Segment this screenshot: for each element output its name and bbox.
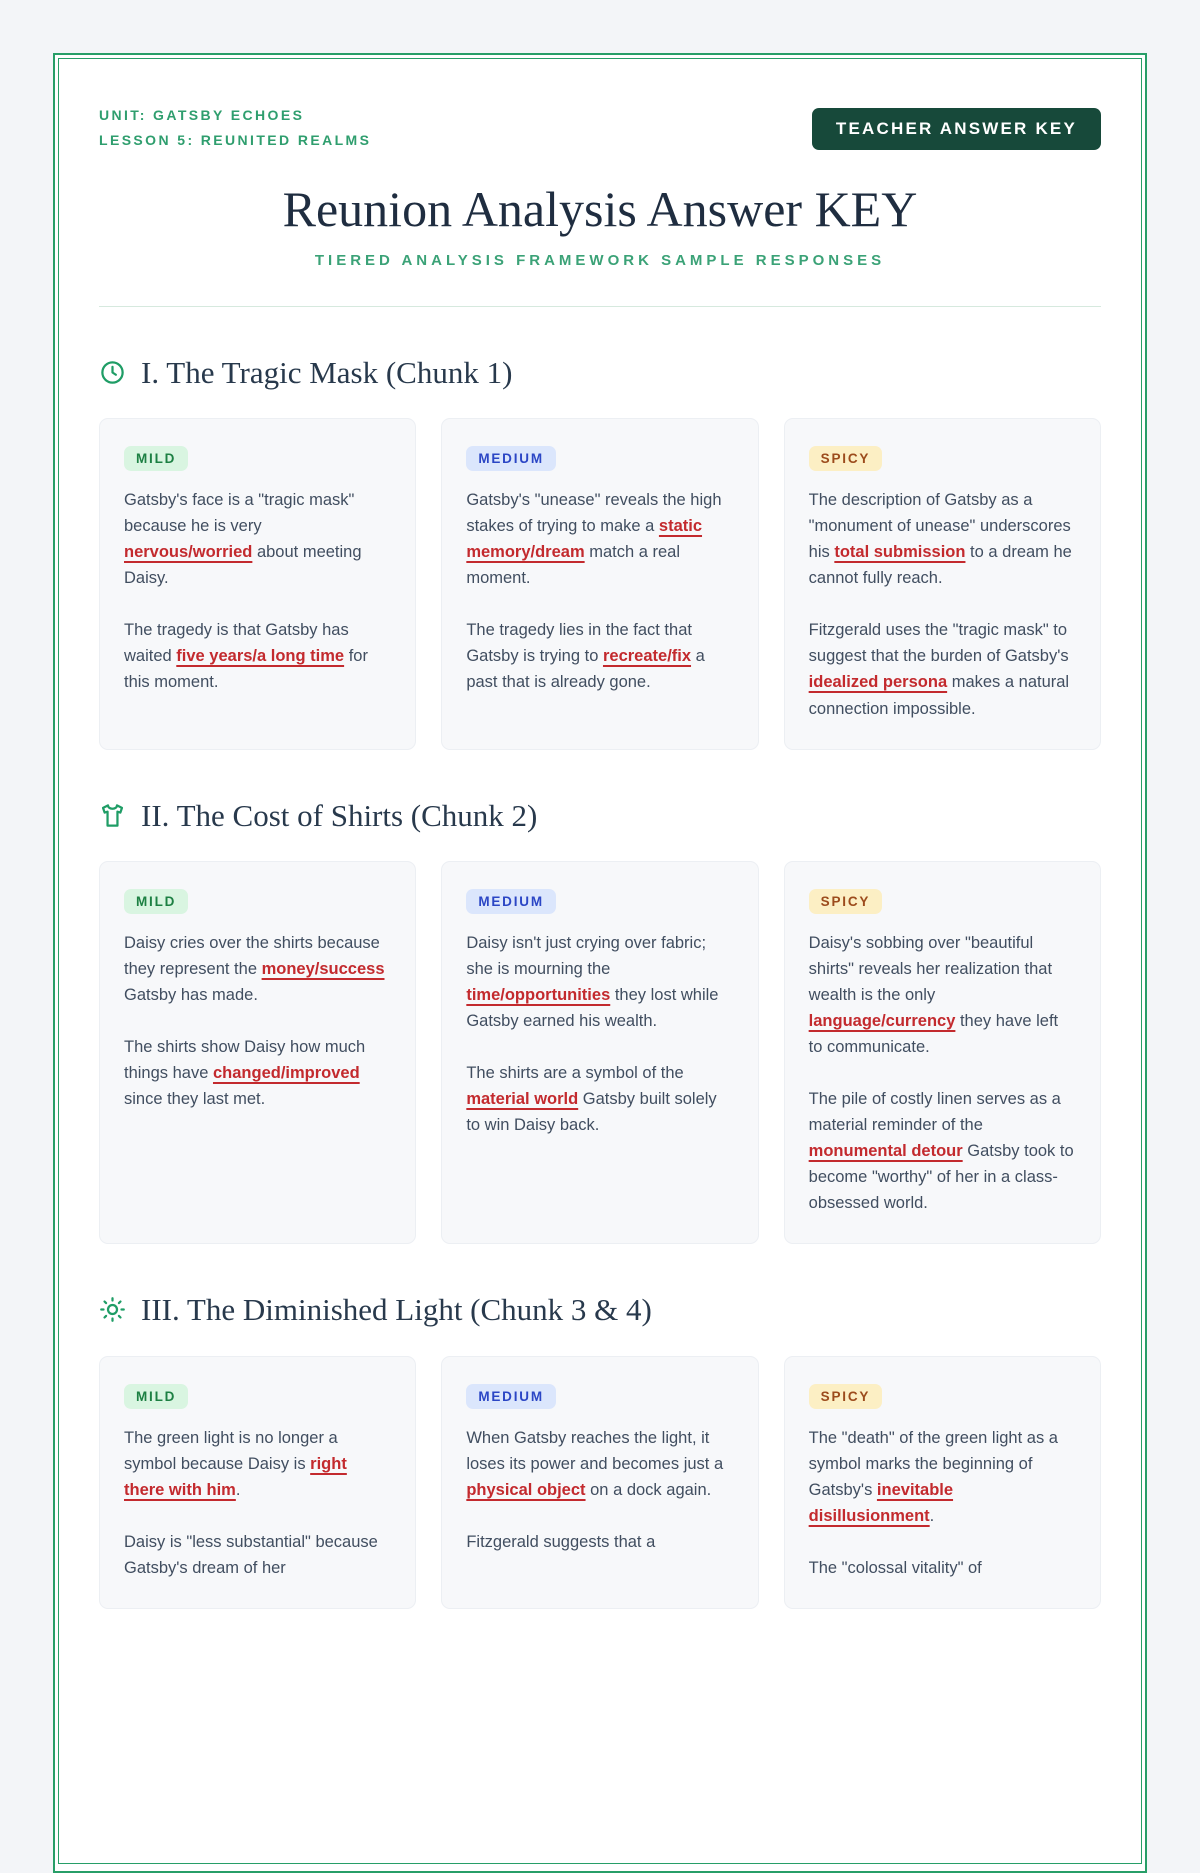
answer-fill: static memory/dream	[466, 517, 703, 562]
answer-text: Fitzgerald suggests that a	[466, 1532, 656, 1551]
answer-text: Gatsby has made.	[124, 985, 258, 1004]
answer-fill: right there with him	[124, 1454, 347, 1499]
answer-fill: five years/a long time	[176, 647, 345, 666]
answer-text: Daisy is "less substantial" because Gatsby's dream of her	[124, 1532, 378, 1577]
section	[99, 354, 1101, 750]
answer-text: a past that is already gone.	[466, 647, 705, 692]
answer-paragraph	[809, 1425, 1076, 1529]
answer-text: The "colossal vitality" of	[808, 1558, 982, 1577]
answer-text: they lost while Gatsby earned his wealth.	[466, 985, 719, 1030]
lesson-label: LESSON 5: REUNITED REALMS	[99, 132, 372, 149]
doc-header	[99, 103, 1101, 153]
tier-badge-mild: MILD	[124, 446, 188, 471]
answer-paragraph	[466, 487, 733, 591]
answer-fill: material world	[466, 1090, 579, 1109]
answer-text: Gatsby built solely to win Daisy back.	[466, 1090, 717, 1135]
answer-paragraph	[809, 930, 1076, 1060]
answer-text: The green light is no longer a symbol because Daisy is	[124, 1428, 338, 1473]
answer-fill: monumental detour	[808, 1142, 963, 1161]
sheet-inner-frame	[58, 58, 1142, 1864]
answer-paragraph	[466, 1060, 733, 1138]
shirt-icon	[99, 802, 126, 829]
answer-text: The description of Gatsby as a "monument of unease" underscores his	[808, 491, 1071, 562]
answer-paragraph	[466, 930, 733, 1034]
answer-paragraph	[124, 1034, 391, 1112]
answer-text: The "death" of the green light as a symbol marks the beginning of Gatsby's	[808, 1428, 1058, 1499]
tier-badge-mild: MILD	[124, 889, 188, 914]
answer-text: The pile of costly linen serves as a material reminder of the	[808, 1090, 1061, 1135]
answer-text: Daisy isn't just crying over fabric; she is mourning the	[466, 933, 707, 978]
teacher-answer-key-badge: TEACHER ANSWER KEY	[812, 108, 1101, 150]
answer-text: The shirts are a symbol of the	[466, 1064, 684, 1082]
answer-text: .	[929, 1506, 935, 1525]
answer-text: Daisy's sobbing over "beautiful shirts" reveals her realization that wealth is the only	[808, 933, 1053, 1004]
page-title: Reunion Analysis Answer KEY	[282, 181, 918, 238]
answer-paragraph	[809, 1555, 1076, 1581]
answer-paragraph	[809, 1086, 1076, 1216]
tier-card-spicy	[784, 1356, 1101, 1609]
answer-text: on a dock again.	[585, 1480, 712, 1499]
answer-key-sheet	[53, 53, 1147, 1873]
unit-lesson-block	[99, 103, 371, 153]
answer-fill: physical object	[466, 1480, 586, 1499]
answer-paragraph	[466, 1425, 733, 1503]
answer-fill: nervous/worried	[124, 543, 253, 562]
tier-card-spicy	[784, 861, 1101, 1245]
card-row	[99, 418, 1101, 750]
answer-text: Gatsby took to become "worthy" of her in a class-obsessed world.	[808, 1142, 1074, 1213]
card-row	[99, 1356, 1101, 1609]
answer-fill: idealized persona	[808, 673, 948, 692]
section-heading: II. The Cost of Shirts (Chunk 2)	[141, 797, 538, 833]
answer-text: The shirts show Daisy how much things have	[124, 1037, 366, 1082]
sections	[99, 354, 1101, 1609]
answer-paragraph	[124, 930, 391, 1008]
answer-fill: time/opportunities	[466, 985, 611, 1004]
section-heading: I. The Tragic Mask (Chunk 1)	[141, 354, 513, 390]
answer-fill: total submission	[834, 543, 966, 562]
answer-text: about meeting Daisy.	[124, 543, 362, 588]
answer-fill: recreate/fix	[602, 647, 692, 666]
tier-badge-mild: MILD	[124, 1384, 188, 1409]
tier-card-spicy	[784, 418, 1101, 750]
unit-label: UNIT: GATSBY ECHOES	[99, 107, 305, 123]
answer-fill: inevitable disillusionment	[808, 1480, 954, 1525]
tier-badge-spicy: SPICY	[809, 1384, 883, 1409]
section-heading: III. The Diminished Light (Chunk 3 & 4)	[141, 1292, 652, 1328]
section-head	[99, 1291, 1101, 1328]
answer-paragraph	[466, 617, 733, 695]
answer-text: The tragedy is that Gatsby has waited	[124, 621, 349, 666]
answer-paragraph	[124, 617, 391, 695]
answer-paragraph	[809, 617, 1076, 721]
tier-card-medium	[441, 418, 758, 750]
answer-paragraph	[809, 487, 1076, 591]
header-divider	[99, 306, 1101, 307]
answer-text: Gatsby's face is a "tragic mask" because he is very	[124, 491, 355, 536]
section	[99, 797, 1101, 1245]
answer-paragraph	[466, 1529, 733, 1555]
answer-text: since they last met.	[124, 1090, 266, 1109]
answer-text: makes a natural connection impossible.	[808, 673, 1070, 718]
answer-text: Fitzgerald uses the "tragic mask" to suggest that the burden of Gatsby's	[808, 621, 1069, 666]
tier-badge-spicy: SPICY	[809, 446, 883, 471]
clock-icon	[99, 359, 126, 386]
answer-text: When Gatsby reaches the light, it loses its power and becomes just a	[466, 1428, 724, 1473]
tier-card-mild	[99, 418, 416, 750]
answer-text: The tragedy lies in the fact that Gatsby is trying to	[466, 621, 692, 666]
answer-text: to a dream he cannot fully reach.	[808, 543, 1072, 588]
card-row	[99, 861, 1101, 1245]
section	[99, 1291, 1101, 1609]
answer-paragraph	[124, 487, 391, 591]
answer-text: for this moment.	[124, 647, 368, 692]
answer-fill: money/success	[261, 959, 385, 978]
answer-text: they have left to communicate.	[808, 1011, 1059, 1056]
section-head	[99, 797, 1101, 834]
tier-badge-medium: MEDIUM	[466, 1384, 556, 1409]
section-head	[99, 354, 1101, 391]
answer-text: Gatsby's "unease" reveals the high stakes of trying to make a	[466, 491, 722, 536]
sun-icon	[99, 1296, 126, 1323]
tier-card-medium	[441, 1356, 758, 1609]
answer-paragraph	[124, 1425, 391, 1503]
answer-fill: language/currency	[808, 1011, 956, 1030]
answer-text: match a real moment.	[466, 543, 681, 588]
tier-card-mild	[99, 1356, 416, 1609]
tier-badge-medium: MEDIUM	[466, 889, 556, 914]
answer-text: .	[235, 1480, 241, 1499]
answer-text: Daisy cries over the shirts because they represent the	[124, 933, 380, 978]
answer-paragraph	[124, 1529, 391, 1581]
tier-badge-spicy: SPICY	[809, 889, 883, 914]
answer-fill: changed/improved	[212, 1064, 360, 1082]
tier-card-mild	[99, 861, 416, 1245]
tier-badge-medium: MEDIUM	[466, 446, 556, 471]
tier-card-medium	[441, 861, 758, 1245]
page-subtitle: TIERED ANALYSIS FRAMEWORK SAMPLE RESPONSES	[314, 251, 886, 269]
